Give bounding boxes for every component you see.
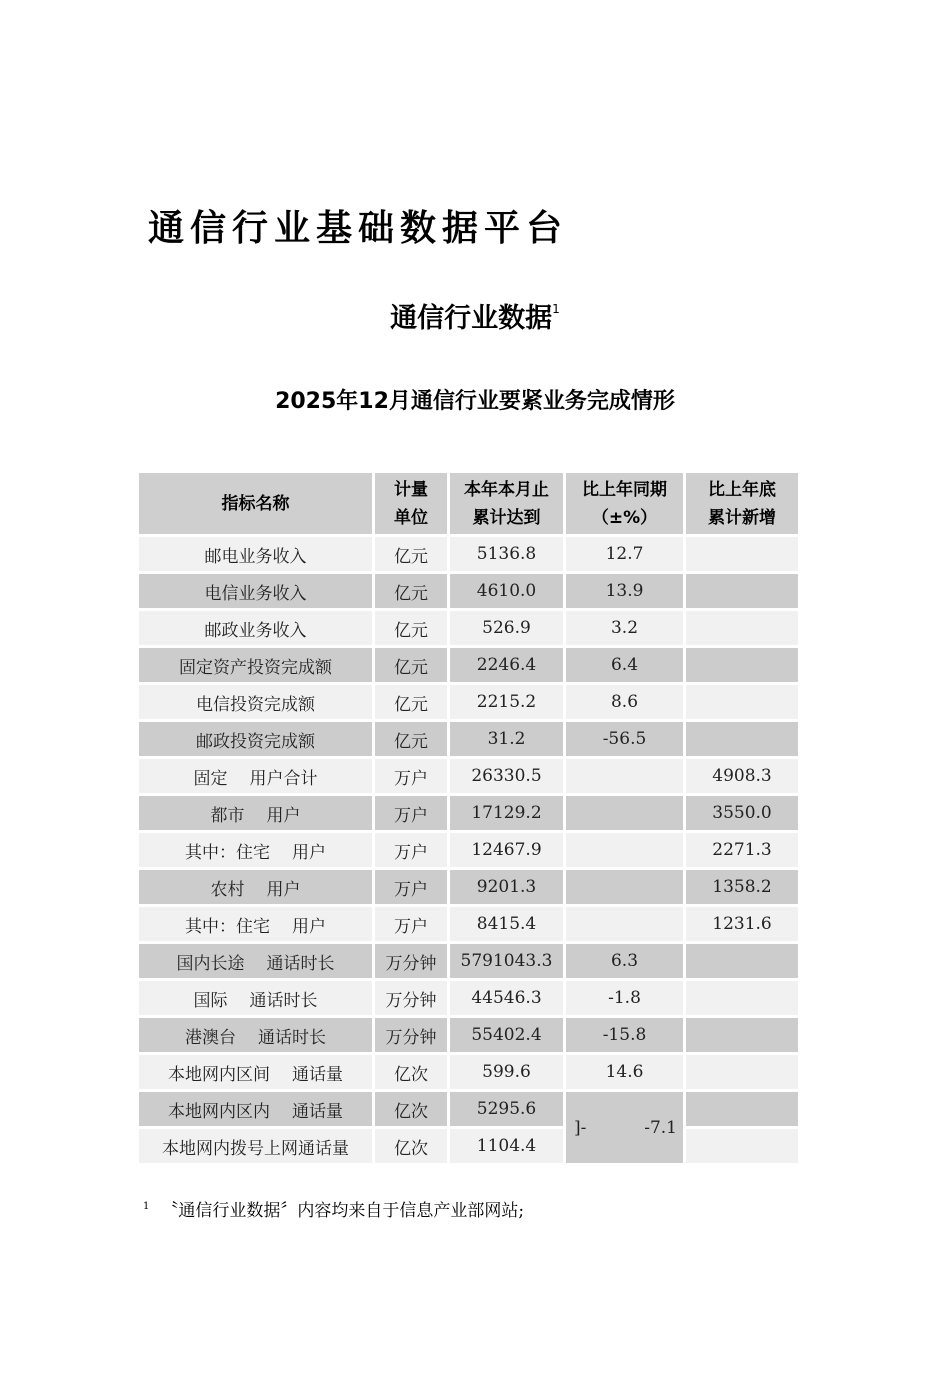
table-row <box>139 944 798 978</box>
cell-yoy <box>566 759 683 793</box>
header-unit-line2: 单位 <box>394 507 428 528</box>
cell-yoy <box>566 907 683 941</box>
indicator-name: 固定资产投资完成额 <box>179 657 332 678</box>
indicator-name: 国内长途 <box>176 953 245 974</box>
cell-indicator-name <box>139 722 372 756</box>
cell-yoy: 8.6 <box>566 685 683 719</box>
cell-increase: 3550.0 <box>686 796 798 830</box>
cell-unit: 万户 <box>375 759 447 793</box>
indicator-name: 邮政业务收入 <box>204 620 307 641</box>
table-row <box>139 648 798 682</box>
cell-increase <box>686 722 798 756</box>
indicator-subname: 通话时长 <box>249 990 318 1011</box>
cell-cumulative: 31.2 <box>450 722 563 756</box>
cell-yoy <box>566 870 683 904</box>
header-cumulative-line2: 累计达到 <box>472 507 541 528</box>
cell-cumulative: 4610.0 <box>450 574 563 608</box>
cell-unit: 万分钟 <box>375 1018 447 1052</box>
header-cumulative-line1: 本年本月止 <box>464 479 549 500</box>
cell-cumulative: 2215.2 <box>450 685 563 719</box>
table-row <box>139 1092 798 1126</box>
cell-unit: 亿元 <box>375 537 447 571</box>
cell-yoy <box>566 833 683 867</box>
cell-yoy: 12.7 <box>566 537 683 571</box>
cell-cumulative: 1104.4 <box>450 1129 563 1163</box>
cell-unit: 亿元 <box>375 648 447 682</box>
indicator-name: 本地网内区间 <box>168 1064 270 1085</box>
cell-unit: 亿次 <box>375 1129 447 1163</box>
cell-indicator-name <box>139 870 372 904</box>
indicator-name: 其中：住宅 <box>185 916 270 937</box>
cell-indicator-name <box>139 1129 372 1163</box>
cell-cumulative: 526.9 <box>450 611 563 645</box>
table-row <box>139 796 798 830</box>
footnote-text: 〝通信行业数据〞内容均来自于信息产业部网站; <box>161 1201 525 1221</box>
cell-increase <box>686 1129 798 1163</box>
cell-unit: 亿元 <box>375 574 447 608</box>
table-row <box>139 611 798 645</box>
table-row <box>139 537 798 571</box>
indicator-subname: 通话时长 <box>266 953 335 974</box>
cell-cumulative: 44546.3 <box>450 981 563 1015</box>
indicator-name: 电信投资完成额 <box>196 694 315 715</box>
cell-increase <box>686 944 798 978</box>
cell-indicator-name <box>139 981 372 1015</box>
cell-yoy: 14.6 <box>566 1055 683 1089</box>
cell-increase <box>686 1092 798 1126</box>
cell-indicator-name <box>139 1092 372 1126</box>
cell-indicator-name <box>139 759 372 793</box>
cell-yoy-merged <box>566 1092 683 1163</box>
indicator-name: 农村 <box>210 879 245 900</box>
cell-unit: 万户 <box>375 907 447 941</box>
header-yoy-line2: （±%） <box>591 507 658 528</box>
table-row <box>139 1129 798 1163</box>
header-unit <box>375 473 447 534</box>
cell-increase <box>686 1055 798 1089</box>
cell-cumulative: 599.6 <box>450 1055 563 1089</box>
table-row <box>139 685 798 719</box>
indicator-subname: 用户 <box>266 879 301 900</box>
cell-indicator-name <box>139 907 372 941</box>
table-row <box>139 722 798 756</box>
indicator-name: 邮政投资完成额 <box>196 731 315 752</box>
merged-yoy-value: -7.1 <box>644 1117 677 1138</box>
cell-unit: 亿元 <box>375 611 447 645</box>
cell-yoy: 6.3 <box>566 944 683 978</box>
cell-increase: 1231.6 <box>686 907 798 941</box>
cell-increase <box>686 574 798 608</box>
cell-indicator-name <box>139 537 372 571</box>
cell-cumulative: 55402.4 <box>450 1018 563 1052</box>
cell-unit: 亿元 <box>375 685 447 719</box>
cell-yoy: 13.9 <box>566 574 683 608</box>
indicator-subname: 用户 <box>292 916 326 937</box>
cell-increase <box>686 685 798 719</box>
statistics-table <box>136 470 801 1166</box>
cell-indicator-name <box>139 1018 372 1052</box>
header-cumulative <box>450 473 563 534</box>
cell-unit: 亿次 <box>375 1055 447 1089</box>
cell-increase <box>686 981 798 1015</box>
indicator-subname: 用户 <box>266 805 301 826</box>
cell-cumulative: 5791043.3 <box>450 944 563 978</box>
cell-indicator-name <box>139 1055 372 1089</box>
indicator-name: 邮电业务收入 <box>204 546 307 567</box>
cell-increase <box>686 648 798 682</box>
cell-increase <box>686 611 798 645</box>
cell-cumulative: 5136.8 <box>450 537 563 571</box>
indicator-name: 固定 <box>193 768 228 789</box>
cell-increase <box>686 537 798 571</box>
header-yoy-line1: 比上年同期 <box>582 479 667 500</box>
header-indicator-name: 指标名称 <box>139 473 372 534</box>
indicator-name: 本地网内区内 <box>168 1101 270 1122</box>
cell-increase <box>686 1018 798 1052</box>
table-row <box>139 574 798 608</box>
cell-yoy: 3.2 <box>566 611 683 645</box>
indicator-subname: 通话时长 <box>258 1027 326 1048</box>
cell-indicator-name <box>139 648 372 682</box>
header-yoy <box>566 473 683 534</box>
cell-increase: 2271.3 <box>686 833 798 867</box>
footnote-number: 1 <box>143 1201 150 1213</box>
cell-unit: 万户 <box>375 796 447 830</box>
cell-yoy: 6.4 <box>566 648 683 682</box>
cell-cumulative: 8415.4 <box>450 907 563 941</box>
cell-indicator-name <box>139 944 372 978</box>
cell-indicator-name <box>139 833 372 867</box>
cell-indicator-name <box>139 574 372 608</box>
indicator-subname: 用户合计 <box>249 768 318 789</box>
cell-increase: 1358.2 <box>686 870 798 904</box>
indicator-subname: 通话量 <box>292 1101 343 1122</box>
table-row <box>139 907 798 941</box>
cell-yoy <box>566 796 683 830</box>
header-increase-line1: 比上年底 <box>708 479 776 500</box>
table-row <box>139 1055 798 1089</box>
section-title <box>0 296 950 335</box>
page-title: 通信行业基础数据平台 <box>148 207 569 249</box>
indicator-name: 其中：住宅 <box>185 842 270 863</box>
merged-yoy-prefix: ]- <box>574 1117 587 1138</box>
cell-indicator-name <box>139 685 372 719</box>
indicator-name: 港澳台 <box>185 1027 236 1048</box>
footnote-marker: 1 <box>552 302 560 316</box>
cell-cumulative: 2246.4 <box>450 648 563 682</box>
table-title: 2025年12月通信行业要紧业务完成情形 <box>275 389 675 414</box>
header-unit-line1: 计量 <box>394 479 428 500</box>
cell-yoy: -56.5 <box>566 722 683 756</box>
cell-indicator-name <box>139 611 372 645</box>
indicator-subname: 通话量 <box>292 1064 343 1085</box>
cell-yoy: -1.8 <box>566 981 683 1015</box>
cell-unit: 亿元 <box>375 722 447 756</box>
cell-unit: 万户 <box>375 833 447 867</box>
cell-cumulative: 26330.5 <box>450 759 563 793</box>
cell-cumulative: 5295.6 <box>450 1092 563 1126</box>
table-row <box>139 1018 798 1052</box>
cell-unit: 亿次 <box>375 1092 447 1126</box>
cell-unit: 万分钟 <box>375 981 447 1015</box>
table-row <box>139 870 798 904</box>
table-row <box>139 981 798 1015</box>
cell-cumulative: 12467.9 <box>450 833 563 867</box>
indicator-name: 都市 <box>210 805 245 826</box>
header-increase-line2: 累计新增 <box>708 507 776 528</box>
cell-unit: 万户 <box>375 870 447 904</box>
footnote <box>143 1196 524 1221</box>
table-row <box>139 759 798 793</box>
indicator-name: 电信业务收入 <box>204 583 307 604</box>
cell-indicator-name <box>139 796 372 830</box>
cell-cumulative: 17129.2 <box>450 796 563 830</box>
table-header-row <box>139 473 798 534</box>
header-increase <box>686 473 798 534</box>
indicator-name: 国际 <box>193 990 228 1011</box>
cell-cumulative: 9201.3 <box>450 870 563 904</box>
indicator-subname: 用户 <box>292 842 326 863</box>
cell-yoy: -15.8 <box>566 1018 683 1052</box>
section-title-text: 通信行业数据 <box>390 303 553 334</box>
cell-unit: 万分钟 <box>375 944 447 978</box>
indicator-name: 本地网内拨号上网通话量 <box>162 1138 349 1159</box>
cell-increase: 4908.3 <box>686 759 798 793</box>
table-row <box>139 833 798 867</box>
